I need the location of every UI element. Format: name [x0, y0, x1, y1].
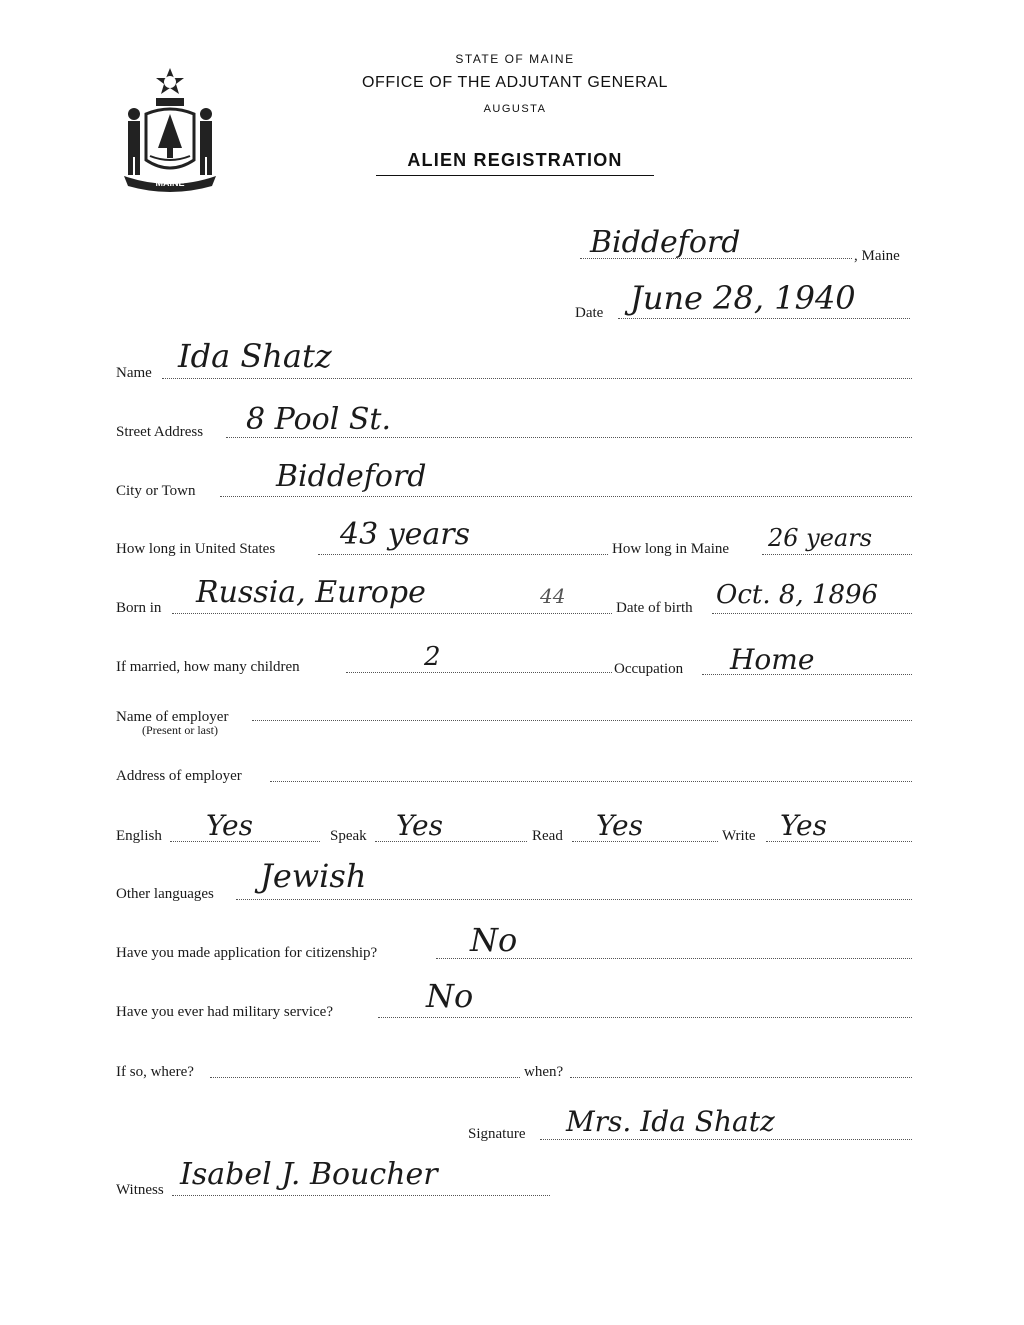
born-label: Born in [116, 600, 162, 616]
date-label: Date [575, 305, 604, 321]
date-value: June 28, 1940 [630, 279, 856, 317]
english-label: English [116, 828, 162, 844]
state-heading: STATE OF MAINE [455, 52, 575, 66]
office-heading: OFFICE OF THE ADJUTANT GENERAL [361, 74, 669, 91]
name-label: Name [116, 365, 152, 381]
where-label: If so, where? [116, 1064, 194, 1080]
city-heading: AUGUSTA [483, 103, 547, 115]
military-value: No [426, 977, 474, 1015]
signature-value: Mrs. Ida Shatz [566, 1105, 775, 1138]
location-value: Biddeford [590, 225, 741, 260]
citizenship-value: No [470, 921, 518, 959]
us-duration-value: 43 years [340, 517, 471, 552]
employer-label: Name of employer [116, 709, 229, 725]
children-label: If married, how many children [116, 659, 300, 675]
read-label: Read [532, 828, 563, 844]
other-languages-value: Jewish [260, 857, 367, 895]
when-label: when? [524, 1064, 564, 1080]
write-label: Write [722, 828, 756, 844]
name-value: Ida Shatz [178, 337, 332, 375]
city-value: Biddeford [276, 459, 427, 494]
born-value: Russia, Europe [196, 575, 426, 610]
dob-value: Oct. 8, 1896 [716, 580, 879, 610]
other-languages-label: Other languages [116, 886, 214, 902]
us-duration-label: How long in United States [116, 541, 276, 557]
form-title: ALIEN REGISTRATION [376, 150, 654, 176]
city-label: City or Town [116, 483, 196, 499]
state-seal-icon [116, 64, 224, 194]
age-note: 44 [540, 584, 566, 608]
witness-value: Isabel J. Boucher [180, 1157, 438, 1192]
occupation-value: Home [730, 643, 815, 676]
children-value: 2 [424, 642, 441, 672]
write-value: Yes [780, 809, 827, 842]
witness-label: Witness [116, 1182, 164, 1198]
street-label: Street Address [116, 424, 204, 440]
citizenship-label: Have you made application for citizenship? [116, 945, 378, 961]
seal-text: MAINE [155, 178, 185, 188]
employer-sublabel: (Present or last) [142, 723, 218, 737]
maine-duration-label: How long in Maine [612, 541, 730, 557]
speak-label: Speak [330, 828, 367, 844]
occupation-label: Occupation [614, 661, 684, 677]
military-label: Have you ever had military service? [116, 1004, 333, 1020]
signature-label: Signature [468, 1126, 526, 1142]
dob-label: Date of birth [616, 600, 693, 616]
english-value: Yes [206, 809, 253, 842]
speak-value: Yes [396, 809, 443, 842]
read-value: Yes [596, 809, 643, 842]
location-suffix: , Maine [854, 248, 900, 264]
employer-address-label: Address of employer [116, 768, 242, 784]
street-value: 8 Pool St. [246, 402, 391, 437]
maine-duration-value: 26 years [768, 524, 873, 552]
